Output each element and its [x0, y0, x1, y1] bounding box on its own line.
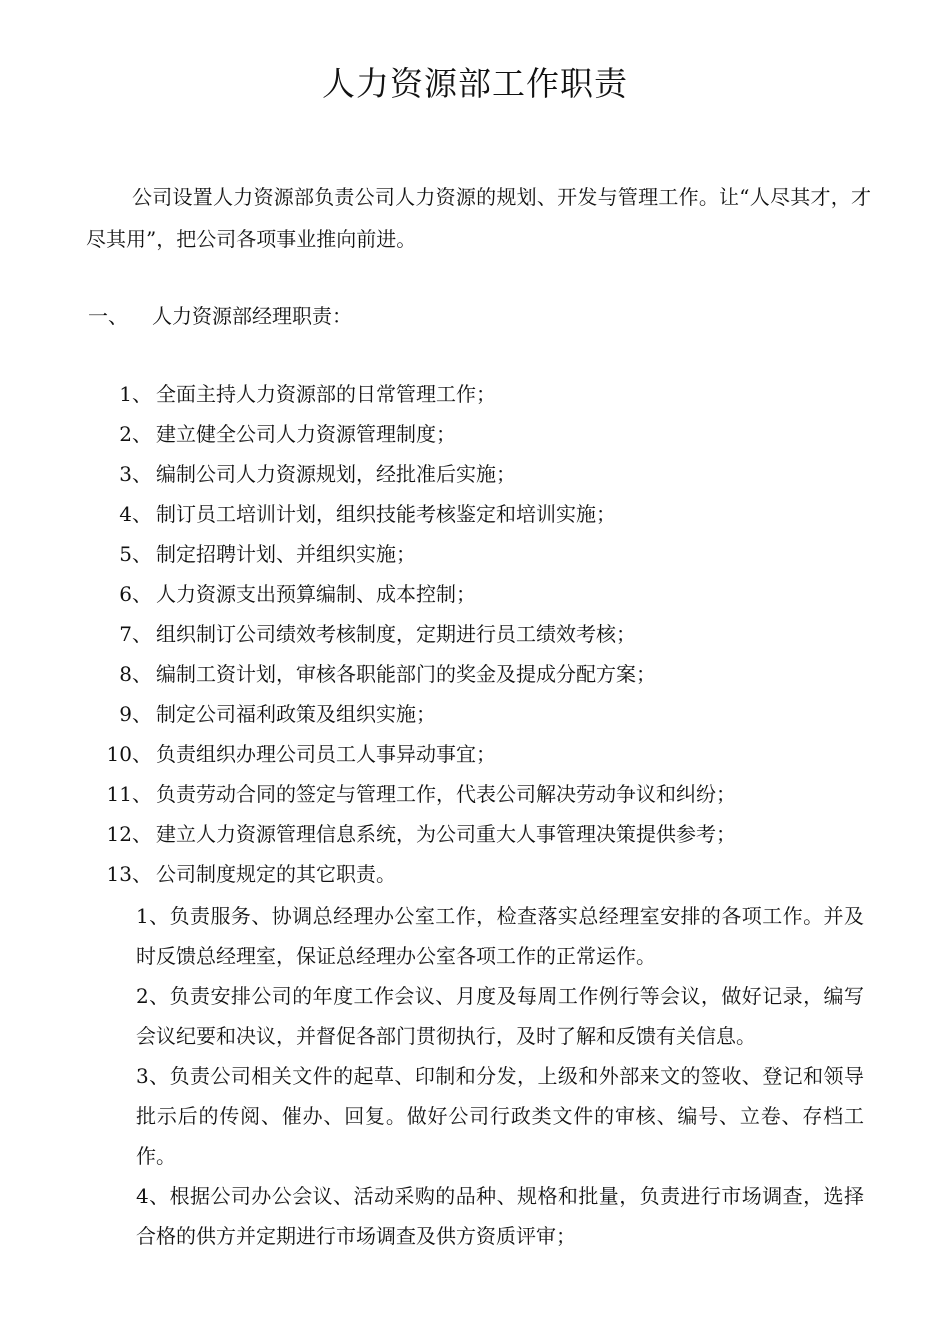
section-heading: [88, 298, 868, 334]
intro-paragraph: 公司设置人力资源部负责公司人力资源的规划、开发与管理工作。让“人尽其才，才尽其用”，把公司各项事业推向前进。: [86, 185, 871, 251]
duty-text: 制订员工培训计划，组织技能考核鉴定和培训实施；: [156, 502, 616, 526]
duty-text: 负责劳动合同的签定与管理工作，代表公司解决劳动争议和纠纷；: [156, 782, 736, 806]
duty-text: 建立健全公司人力资源管理制度；: [156, 422, 456, 446]
duty-number: 10、: [106, 742, 152, 766]
sub-item: 1、负责服务、协调总经理办公室工作，检查落实总经理室安排的各项工作。并及时反馈总经理室，保证总经理办公室各项工作的正常运作。: [136, 904, 864, 968]
duty-item: [0, 856, 950, 896]
duty-number: 12、: [106, 822, 152, 846]
duty-number: 13、: [106, 862, 152, 886]
sub-item: 3、负责公司相关文件的起草、印制和分发，上级和外部来文的签收、登记和领导批示后的传阅、催办、回复。做好公司行政类文件的审核、编号、立卷、存档工作。: [136, 1064, 864, 1168]
duty-text: 制定招聘计划、并组织实施；: [156, 542, 416, 566]
duty-number: 6、: [119, 582, 152, 606]
duty-text: 编制工资计划，审核各职能部门的奖金及提成分配方案；: [156, 662, 656, 686]
duty-item: [0, 576, 950, 616]
duty-text: 人力资源支出预算编制、成本控制；: [156, 582, 476, 606]
duty-number: 11、: [106, 782, 152, 806]
duty-number: 1、: [119, 382, 152, 406]
duty-text: 全面主持人力资源部的日常管理工作；: [156, 382, 496, 406]
duty-item: [0, 656, 950, 696]
section-heading-text: 人力资源部经理职责：: [152, 304, 352, 328]
duty-number: 4、: [119, 502, 152, 526]
duty-text: 编制公司人力资源规划，经批准后实施；: [156, 462, 516, 486]
duty-number: 7、: [119, 622, 152, 646]
duty-item: [0, 376, 950, 416]
duty-item: [0, 416, 950, 456]
duty-item: [0, 536, 950, 576]
duty-number: 2、: [119, 422, 152, 446]
duty-number: 5、: [119, 542, 152, 566]
sub-item: 4、根据公司办公会议、活动采购的品种、规格和批量，负责进行市场调查，选择合格的供方并定期进行市场调查及供方资质评审；: [136, 1184, 864, 1248]
duty-text: 建立人力资源管理信息系统，为公司重大人事管理决策提供参考；: [156, 822, 736, 846]
sub-item-list: [136, 896, 864, 1256]
duty-item: [0, 696, 950, 736]
sub-item: 2、负责安排公司的年度工作会议、月度及每周工作例行等会议，做好记录，编写会议纪要和决议，并督促各部门贯彻执行，及时了解和反馈有关信息。: [136, 984, 864, 1048]
duty-list: [0, 376, 950, 896]
duty-number: 8、: [119, 662, 152, 686]
duty-text: 负责组织办理公司员工人事异动事宜；: [156, 742, 496, 766]
duty-text: 制定公司福利政策及组织实施；: [156, 702, 436, 726]
duty-item: [0, 496, 950, 536]
duty-item: [0, 456, 950, 496]
duty-number: 3、: [119, 462, 152, 486]
duty-item: [0, 776, 950, 816]
duty-text: 公司制度规定的其它职责。: [156, 862, 396, 886]
section-number: 一、: [88, 304, 128, 328]
duty-item: [0, 736, 950, 776]
page-title: 人力资源部工作职责: [322, 64, 628, 103]
duty-text: 组织制订公司绩效考核制度，定期进行员工绩效考核；: [156, 622, 636, 646]
duty-item: [0, 816, 950, 856]
duty-number: 9、: [119, 702, 152, 726]
duty-item: [0, 616, 950, 656]
